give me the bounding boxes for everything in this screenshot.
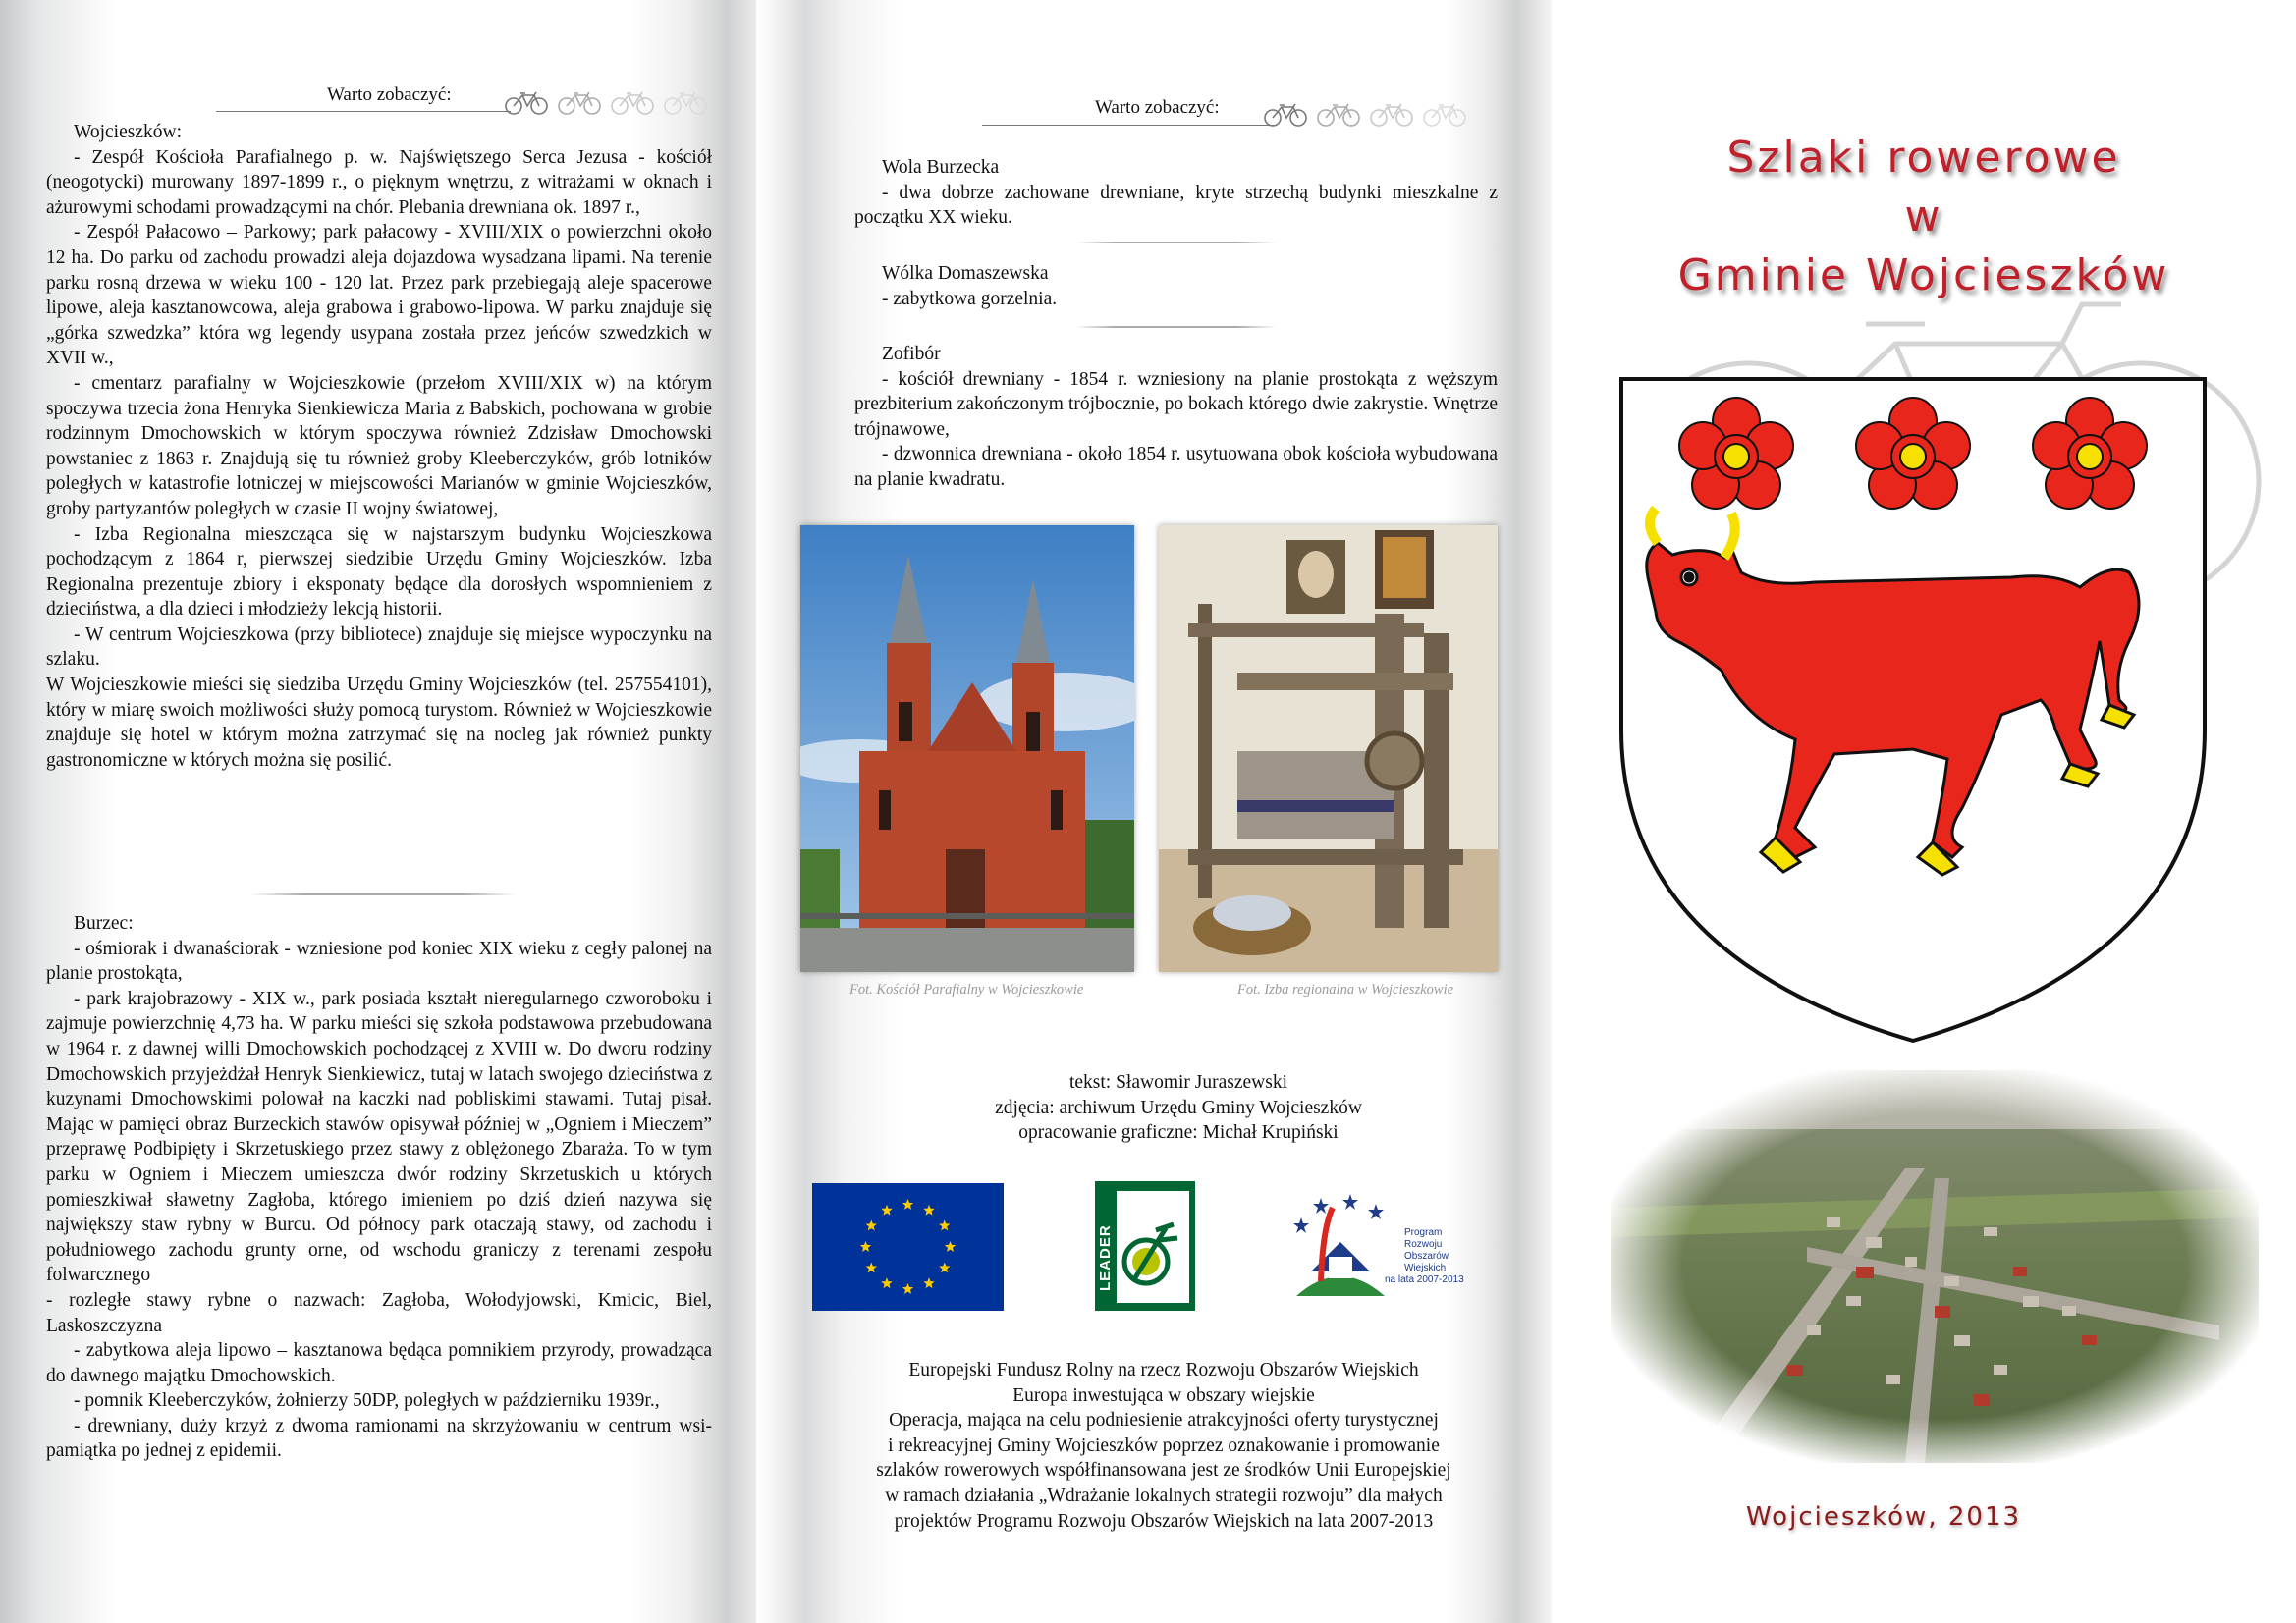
place-heading: Wólka Domaszewska bbox=[882, 263, 1049, 284]
paragraph: - kościół drewniany - 1854 r. wzniesiony na planie prostokąta z węższym prezbiterium zakończonym trójbocznie, po bokach którego dwie zakrystie. Wnętrze trójnawowe, bbox=[854, 368, 1498, 440]
separator bbox=[1075, 242, 1277, 243]
credits-line: zdjęcia: archiwum Urzędu Gminy Wojcieszków bbox=[995, 1097, 1362, 1118]
leader-text: LEADER bbox=[1097, 1224, 1114, 1291]
section-heading: Warto zobaczyć: bbox=[1095, 97, 1220, 118]
prow-line: Wiejskich bbox=[1404, 1263, 1447, 1273]
paragraph: - pomnik Kleeberczyków, żołnierzy 50DP, poległych w październiku 1939r., bbox=[74, 1390, 660, 1412]
text-block-wolka bbox=[854, 261, 1498, 311]
credits bbox=[972, 1070, 1385, 1146]
photo-caption: Fot. Izba regionalna w Wojcieszkowie bbox=[1237, 982, 1454, 998]
paragraph: - dzwonnica drewniana - około 1854 r. usytuowana obok kościoła wybudowana na planie kwadratu. bbox=[854, 444, 1498, 490]
paragraph: - ośmiorak i dwanaściorak - wzniesione pod koniec XIX wieku z cegły palonej na planie prostokąta, bbox=[46, 938, 712, 985]
heading-underline bbox=[982, 125, 1277, 126]
place-heading: Burzec: bbox=[74, 913, 134, 934]
paragraph: - cmentarz parafialny w Wojcieszkowie (przełom XVIII/XIX w) na którym spoczywa trzecia żona Henryka Sienkiewicza Maria z Babskich, pochowana w grobie rodzinnym Dmochowskich w którym spoczywa również Zdzisław Dmochowski powstaniec z 1863 r. Znajdują się tu również groby Kleeberczyków, grób lotników poległych w katastrofie lotniczej w miejscowości Marianów w gminie Wojcieszków, groby partyzantów poległych w czasie II wojny światowej, bbox=[46, 372, 712, 519]
bicycle-icon bbox=[662, 90, 709, 116]
funding-line: Europa inwestująca w obszary wiejskie bbox=[1012, 1384, 1315, 1406]
separator bbox=[1075, 326, 1277, 328]
bicycle-icon bbox=[1262, 102, 1309, 128]
loom-photo bbox=[1159, 525, 1498, 972]
bike-icons bbox=[503, 90, 709, 116]
church-photo bbox=[800, 525, 1134, 972]
panel-middle bbox=[756, 0, 1552, 1623]
paragraph: - rozległe stawy rybne o nazwach: Zagłoba, Wołodyjowski, Kmicic, Biel, Laskoszczyzna bbox=[46, 1289, 712, 1336]
leader-logo bbox=[1095, 1181, 1195, 1311]
paragraph: - zabytkowa gorzelnia. bbox=[882, 288, 1058, 309]
eu-flag-logo bbox=[812, 1183, 1004, 1311]
bicycle-icon bbox=[503, 90, 550, 116]
text-block-wojcieszkow bbox=[46, 120, 712, 773]
bicycle-icon bbox=[1315, 102, 1362, 128]
paragraph: - W centrum Wojcieszkowa (przy bibliotece) znajduje się miejsce wypoczynku na szlaku. bbox=[46, 623, 712, 671]
paragraph: - dwa dobrze zachowane drewniane, kryte strzechą budynki mieszkalne z początku XX wieku. bbox=[854, 182, 1498, 229]
text-block-zofibor bbox=[854, 342, 1498, 493]
aerial-photo bbox=[1611, 1070, 2259, 1463]
funding-line: szlaków rowerowych współfinansowana jest ze środków Unii Europejskiej bbox=[876, 1460, 1451, 1482]
heading-underline bbox=[216, 111, 511, 112]
paragraph: W Wojcieszkowie mieści się siedziba Urzędu Gminy Wojcieszków (tel. 257554101), który w miarę swoich możliwości służy pomocą turystom. Również w Wojcieszkowie znajduje się hotel w którym można zatrzymać się na nocleg jak również punkty gastronomiczne w których można się posilić. bbox=[46, 675, 712, 771]
paragraph: - Izba Regionalna mieszcząca się w najstarszym budynku Wojcieszkowa pochodzącym z 1864 r, pierwszej siedzibie Urzędu Gminy Wojcieszków. Izba Regionalna prezentuje zbiory i eksponaty będące dla dorosłych wspomnieniem z dzieciństwa, a dla dzieci i młodzieży lekcją historii. bbox=[46, 523, 712, 621]
panel-left bbox=[0, 0, 756, 1623]
coat-of-arms bbox=[1618, 376, 2208, 1044]
photo-caption: Fot. Kościół Parafialny w Wojcieszkowie bbox=[849, 982, 1084, 998]
section-heading: Warto zobaczyć: bbox=[327, 84, 452, 105]
text-block-wola bbox=[854, 155, 1498, 231]
panel-cover bbox=[1552, 0, 2296, 1623]
funding-note bbox=[791, 1358, 1537, 1534]
credits-line: opracowanie graficzne: Michał Krupiński bbox=[1018, 1122, 1339, 1144]
rose-icon bbox=[1679, 398, 2147, 509]
bicycle-icon bbox=[1421, 102, 1468, 128]
cover-title-line1: Szlaki rowerowe bbox=[1726, 133, 2121, 183]
cover-footer: Wojcieszków, 2013 bbox=[1746, 1502, 2022, 1532]
paragraph: - Zespół Kościoła Parafialnego p. w. Najświętszego Serca Jezusa - kościół (neogotycki) murowany 1897-1899 r., o pięknym wnętrzu, z witrażami w oknach i ażurowymi schodami prowadzącymi na chór. Plebania drewniana ok. 1897 r., bbox=[46, 146, 712, 218]
paragraph: - Zespół Pałacowo – Parkowy; park pałacowy - XVIII/XIX o powierzchni około 12 ha. Do parku od zachodu prowadzi aleja dojazdowa wysadzana lipami. Na terenie parku rosną drzewa w wieku 100 - 120 lat. Przez park przebiegają aleje spacerowe lipowe, aleja kasztanowcowa, aleja grabowa i grabowo-lipowa. W parku znajduje się „górka szwedzka” która wg legendy usypana została przez jeńców szwedzkich w XVII w., bbox=[46, 222, 712, 369]
bicycle-icon bbox=[609, 90, 656, 116]
cover-title-line3: Gminie Wojcieszków bbox=[1677, 250, 2170, 300]
prow-line: Obszarów bbox=[1404, 1251, 1449, 1262]
paragraph: - zabytkowa aleja lipowo – kasztanowa będąca pomnikiem przyrody, prowadząca do dawnego majątku Dmochowskich. bbox=[46, 1340, 712, 1386]
place-heading: Wola Burzecka bbox=[882, 157, 1000, 178]
funding-line: Operacja, mająca na celu podniesienie atrakcyjności oferty turystycznej bbox=[889, 1410, 1439, 1432]
prow-line: Program bbox=[1404, 1227, 1443, 1238]
credits-line: tekst: Sławomir Juraszewski bbox=[1068, 1072, 1288, 1093]
prow-logo bbox=[1291, 1188, 1390, 1301]
funding-line: projektów Programu Rozwoju Obszarów Wiejskich na lata 2007-2013 bbox=[894, 1510, 1434, 1532]
prow-text bbox=[1385, 1227, 1464, 1286]
funding-line: Europejski Fundusz Rolny na rzecz Rozwoju Obszarów Wiejskich bbox=[908, 1360, 1419, 1380]
prow-line: na lata 2007-2013 bbox=[1385, 1274, 1464, 1285]
bicycle-icon bbox=[1368, 102, 1415, 128]
place-heading: Zofibór bbox=[882, 344, 941, 364]
cover-title-line2: w bbox=[1904, 191, 1943, 242]
prow-line: Rozwoju bbox=[1404, 1239, 1443, 1250]
place-heading: Wojcieszków: bbox=[74, 122, 182, 142]
paragraph: - drewniany, duży krzyż z dwoma ramionami na skrzyżowaniu w centrum wsi- pamiątka po jednej z epidemii. bbox=[46, 1415, 712, 1462]
text-block-burzec bbox=[46, 911, 712, 1464]
separator bbox=[250, 893, 516, 895]
funding-line: i rekreacyjnej Gminy Wojcieszków poprzez oznakowanie i promowanie bbox=[888, 1434, 1440, 1456]
paragraph: - park krajobrazowy - XIX w., park posiada kształt nieregularnego czworoboku i zajmuje powierzchnię 4,73 ha. W parku mieści się szkoła podstawowa przebudowana w 1964 r. z dawnej willi Dmochowskich pochodzącej z XVIII w. Do dworu rodziny Dmochowskich przyjeżdżał Henryk Sienkiewicz, tutaj w latach swojego dzieciństwa z kuzynami Dmochowskimi polował na kaczki nad pobliskimi stawami. Tutaj pisał. Mając w pamięci obraz Burzeckich stawów opisywał później w „Ogniem i Mieczem” przeprawę Podbipięty i Skrzetuskiego przez stawy z oblężonego Zbaraża. To w tym parku w Ogniem i Mieczem umieszcza dwór rodziny Skrzetuskich u których pomieszkiwał sławetny Zagłoba, którego imieniem po dziś dzień nazywa się największy staw rybny w Burcu. Od północy park otaczają stawy, od zachodu i południowego zachodu grunty orne, od wschodu graniczy z terenami zespołu folwarcznego bbox=[46, 988, 712, 1286]
bike-icons bbox=[1262, 102, 1468, 128]
funding-line: w ramach działania „Wdrażanie lokalnych strategii rozwoju” dla małych bbox=[885, 1485, 1443, 1506]
bicycle-icon bbox=[556, 90, 603, 116]
